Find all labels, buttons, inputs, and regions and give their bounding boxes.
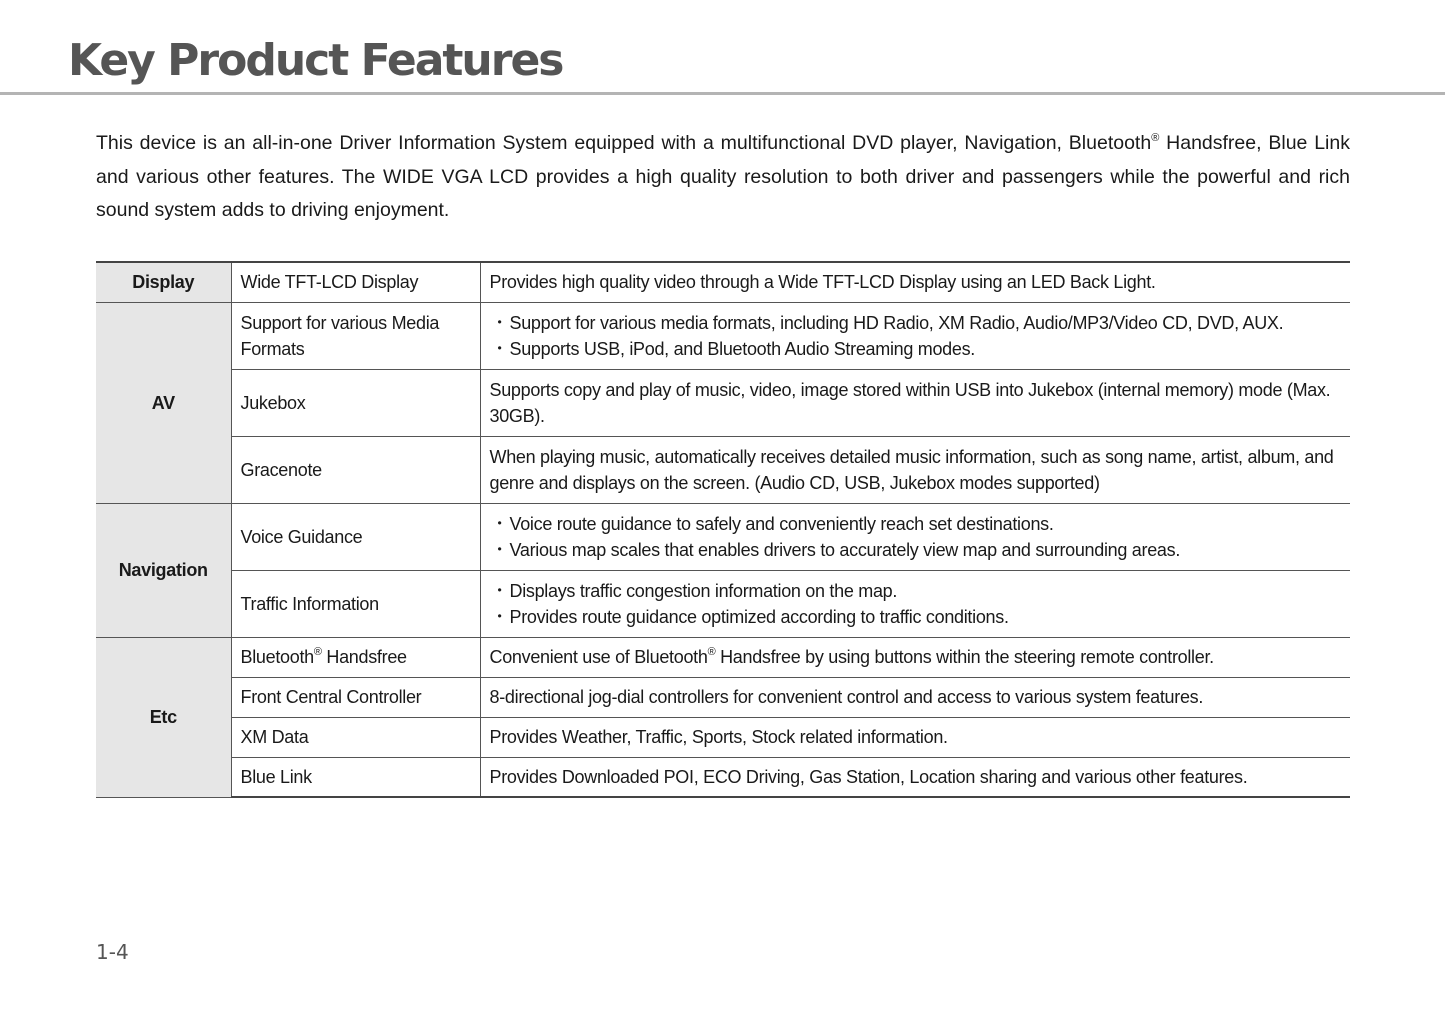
page-title: Key Product Features [68,35,563,86]
table-row [96,262,1350,302]
bullet-item [490,336,1342,362]
feature-description: When playing music, automatically receives detailed music information, such as song name, artist, album, and genre and displays on the screen. (Audio CD, USB, Jukebox modes supported) [480,436,1350,503]
intro-text-part1: This device is an all-in-one Driver Information System equipped with a multifunctional DVD player, Navigation, Bluetooth [96,132,1152,154]
table-row [96,757,1350,797]
feature-text-b: Handsfree [321,647,407,667]
feature-description [480,503,1350,570]
feature-name: Blue Link [231,757,480,797]
features-table [96,261,1350,798]
feature-name: Traffic Information [231,570,480,637]
category-navigation: Navigation [96,503,231,637]
intro-text-part2: Handsfree, Blue Link and various other features. The WIDE VGA LCD provides a high quality resolution to both driver and passengers while the powerful and rich sound system adds to driving enjoyment. [96,132,1350,221]
bullet-item [490,310,1342,336]
bullet-dot: ・ [490,606,509,627]
feature-description [480,637,1350,677]
bullet-text: Displays traffic congestion information on the map. [509,580,898,601]
category-etc: Etc [96,637,231,797]
intro-paragraph [96,127,1350,228]
bullet-dot: ・ [490,580,509,601]
page-number: 1-4 [96,940,129,964]
feature-description: Provides Weather, Traffic, Sports, Stock related information. [480,717,1350,757]
bullet-dot: ・ [490,513,509,534]
bullet-item [490,511,1342,537]
bullet-item [490,578,1342,604]
registered-mark: ® [313,646,322,658]
table-row [96,503,1350,570]
feature-name: Support for various Media Formats [231,302,480,369]
table-row [96,717,1350,757]
table-row [96,677,1350,717]
bullet-item [490,537,1342,563]
description-text-b: Handsfree by using buttons within the steering remote controller. [715,647,1214,667]
bullet-text: Supports USB, iPod, and Bluetooth Audio Streaming modes. [509,338,975,359]
table-row [96,637,1350,677]
bullet-text: Provides route guidance optimized according to traffic conditions. [509,606,1009,627]
table-row [96,369,1350,436]
category-av: AV [96,302,231,503]
feature-description: Supports copy and play of music, video, image stored within USB into Jukebox (internal memory) mode (Max. 30GB). [480,369,1350,436]
title-rule [0,92,1445,95]
bullet-dot: ・ [490,338,509,359]
bullet-text: Voice route guidance to safely and conveniently reach set destinations. [509,513,1054,534]
feature-name: Wide TFT-LCD Display [231,262,480,302]
bullet-text: Various map scales that enables drivers to accurately view map and surrounding areas. [509,539,1181,560]
feature-description: Provides Downloaded POI, ECO Driving, Gas Station, Location sharing and various other features. [480,757,1350,797]
feature-description [480,302,1350,369]
bullet-text: Support for various media formats, including HD Radio, XM Radio, Audio/MP3/Video CD, DVD, AUX. [509,312,1284,333]
feature-name [231,637,480,677]
feature-description [480,570,1350,637]
description-text-a: Convenient use of Bluetooth [489,647,708,667]
category-display: Display [96,262,231,302]
feature-name: XM Data [231,717,480,757]
bullet-dot: ・ [490,312,509,333]
table-row [96,302,1350,369]
feature-name: Jukebox [231,369,480,436]
table-row [96,436,1350,503]
feature-description: Provides high quality video through a Wide TFT-LCD Display using an LED Back Light. [480,262,1350,302]
table-row [96,570,1350,637]
bullet-dot: ・ [490,539,509,560]
feature-name: Gracenote [231,436,480,503]
feature-description: 8-directional jog-dial controllers for convenient control and access to various system features. [480,677,1350,717]
bullet-item [490,604,1342,630]
registered-mark: ® [707,646,716,658]
feature-name: Front Central Controller [231,677,480,717]
registered-mark: ® [1151,131,1160,144]
feature-name: Voice Guidance [231,503,480,570]
feature-text-a: Bluetooth [240,647,314,667]
